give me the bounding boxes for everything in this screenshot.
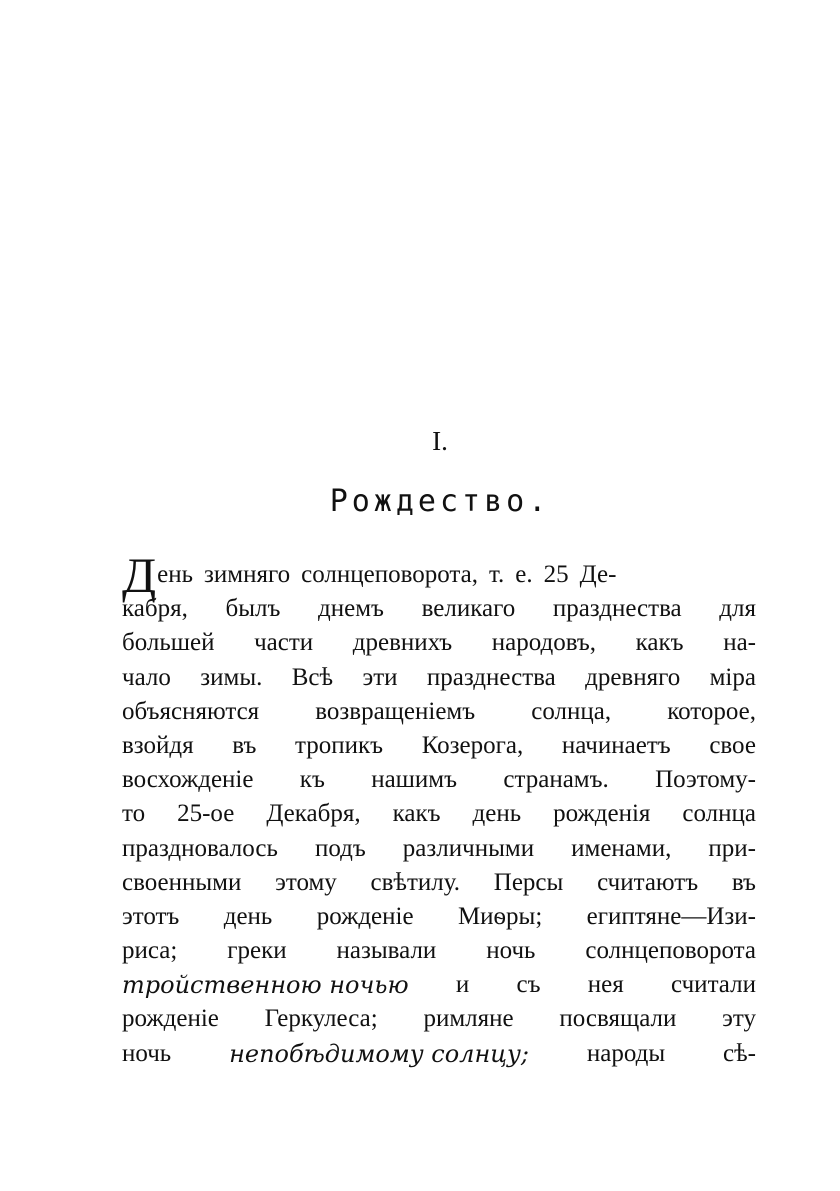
- text-word: 25-ое: [177, 800, 235, 828]
- text-word: Геркулеса;: [264, 1005, 378, 1033]
- text-word: римляне: [423, 1005, 514, 1033]
- text-line: [122, 729, 756, 763]
- text-word: чало: [122, 663, 171, 691]
- text-line: [122, 1037, 756, 1071]
- chapter-body: [122, 547, 756, 1071]
- text-word: древняго: [585, 663, 681, 691]
- text-word: великаго: [421, 595, 516, 623]
- text-word: зимняго: [204, 561, 291, 588]
- text-word: солнцеповорота,: [301, 561, 478, 588]
- text-word: т.: [488, 561, 505, 588]
- text-word: считали: [671, 971, 756, 999]
- text-word: день: [223, 902, 273, 930]
- text-line: [122, 866, 756, 900]
- text-word: для: [719, 595, 756, 623]
- text-word: эту: [722, 1005, 756, 1033]
- text-line: [122, 763, 756, 797]
- text-word: возвращеніемъ: [315, 697, 476, 725]
- text-line: [122, 968, 756, 1002]
- text-word: ночь: [486, 937, 536, 965]
- text-word: Персы: [493, 868, 564, 896]
- text-word: День: [122, 547, 193, 603]
- text-word: египтяне—Изи-: [586, 902, 756, 930]
- text-word: какъ: [635, 629, 684, 657]
- text-line: [122, 695, 756, 729]
- text-line: [122, 592, 756, 626]
- text-word: тропикъ: [295, 731, 384, 759]
- text-line: [122, 626, 756, 660]
- text-word: праздновалось: [122, 834, 278, 862]
- text-word: е.: [515, 561, 533, 588]
- chapter-number: I.: [432, 426, 448, 456]
- text-word: зимы.: [200, 663, 263, 691]
- text-word: Поэтому-: [655, 766, 756, 794]
- text-word: Миѳры;: [457, 902, 543, 930]
- text-word: солнцеповорота: [585, 937, 756, 965]
- text-word: народовъ,: [491, 629, 597, 657]
- text-word: свѣтилу.: [370, 868, 461, 896]
- text-word: празднества: [426, 663, 556, 691]
- text-word: называли: [336, 937, 437, 965]
- drop-cap: Д: [122, 547, 157, 603]
- text-word: свое: [709, 731, 756, 759]
- text-word: именами,: [571, 834, 672, 862]
- text-word: этотъ: [122, 902, 180, 930]
- text-line: [122, 832, 756, 866]
- text-word: подъ: [314, 834, 366, 862]
- text-line: [122, 934, 756, 968]
- text-word: части: [254, 629, 314, 657]
- text-word: кабря,: [122, 595, 188, 623]
- text-word: при-: [708, 834, 756, 862]
- text-line: [122, 1002, 756, 1036]
- text-word: греки: [227, 937, 287, 965]
- text-word: эти: [362, 663, 398, 691]
- text-word: Козерога,: [421, 731, 524, 759]
- text-word: большей: [122, 629, 215, 657]
- text-word: въ: [232, 731, 257, 759]
- text-word: къ: [299, 766, 325, 794]
- text-word: 25: [543, 561, 569, 588]
- text-word: различными: [402, 834, 535, 862]
- text-word: которое,: [667, 697, 756, 725]
- italic-phrase: тройственною ночью: [122, 971, 409, 1000]
- text-word: рожденія: [553, 800, 651, 828]
- text-word: этому: [275, 868, 337, 896]
- text-line: [122, 661, 756, 695]
- text-word: солнца: [682, 800, 756, 828]
- text-word: Де-: [579, 561, 617, 588]
- text-word: народы: [586, 1039, 666, 1067]
- text-word: нея: [587, 971, 624, 999]
- text-word: сѣ-: [722, 1039, 756, 1067]
- text-word: празднества: [552, 595, 682, 623]
- text-word: день: [472, 800, 522, 828]
- text-word: странамъ.: [503, 766, 609, 794]
- text-line: [122, 797, 756, 831]
- text-word: съ: [516, 971, 541, 999]
- text-word: то: [122, 800, 146, 828]
- text-word: считаютъ: [597, 868, 699, 896]
- text-word: былъ: [225, 595, 281, 623]
- text-word: ночь: [122, 1039, 172, 1067]
- text-word: посвящали: [559, 1005, 677, 1033]
- text-word: древнихъ: [352, 629, 453, 657]
- italic-phrase: непобѣдимому солнцу;: [229, 1039, 530, 1068]
- text-word: солнца,: [531, 697, 612, 725]
- chapter-title: Рождество.: [329, 484, 551, 519]
- text-word: въ: [731, 868, 756, 896]
- text-word: какъ: [392, 800, 441, 828]
- text-word: Декабря,: [266, 800, 361, 828]
- text-word: днемъ: [318, 595, 384, 623]
- text-word: объясняются: [122, 697, 260, 725]
- text-word: міра: [709, 663, 756, 691]
- text-word: рожденіе: [316, 902, 414, 930]
- text-word: начинаетъ: [561, 731, 671, 759]
- text-word: взойдя: [122, 731, 194, 759]
- text-word: риса;: [122, 937, 178, 965]
- text-word: и: [455, 971, 470, 999]
- text-word: нашимъ: [371, 766, 458, 794]
- text-line: [122, 547, 756, 603]
- text-word: своенными: [122, 868, 242, 896]
- text-word: рожденіе: [122, 1005, 219, 1033]
- text-word: восхожденіе: [122, 766, 254, 794]
- text-word: Всѣ: [291, 663, 334, 691]
- text-line: [122, 900, 756, 934]
- text-word: на-: [723, 629, 756, 657]
